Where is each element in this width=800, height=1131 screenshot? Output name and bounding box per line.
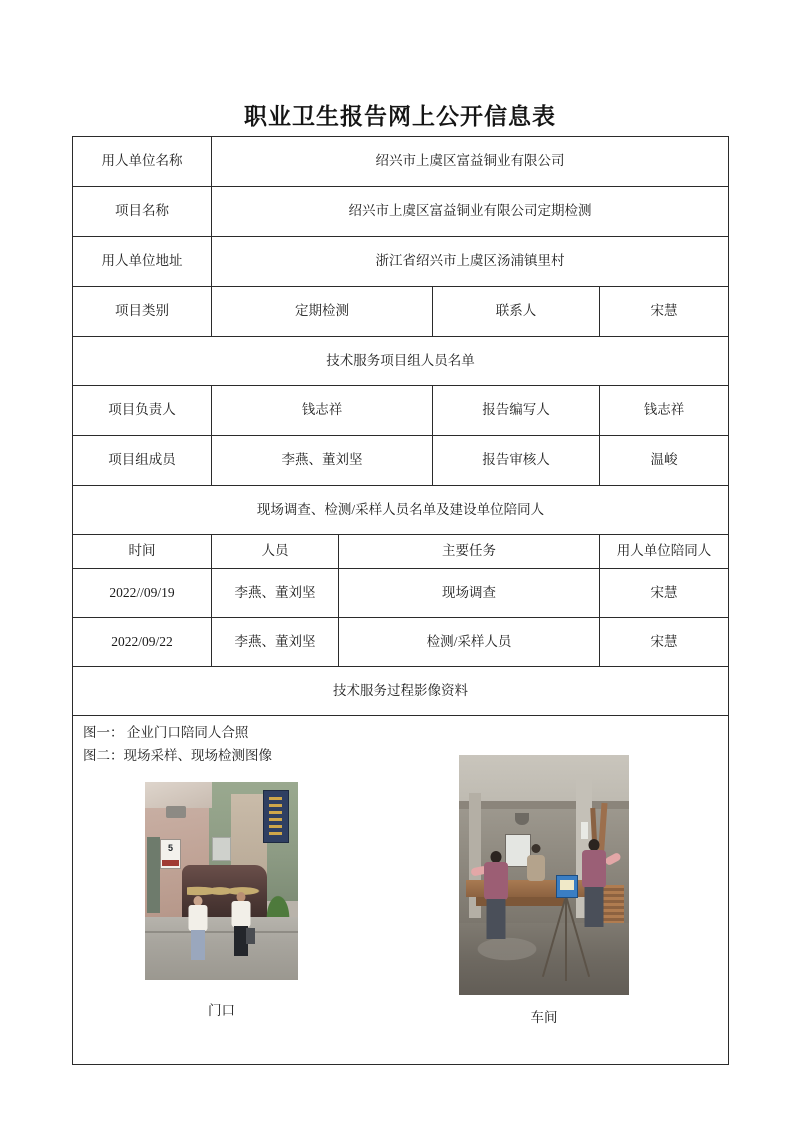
page-title: 职业卫生报告网上公开信息表 — [244, 104, 556, 129]
table-row-employer-name — [73, 137, 729, 187]
cell-time-0: 2022//09/19 — [73, 569, 212, 618]
value-team-members: 李燕、董刘坚 — [212, 436, 433, 486]
ground-pavement — [145, 917, 298, 980]
value-employer-address: 浙江省绍兴市上虞区汤浦镇里村 — [212, 237, 729, 287]
label-contact: 联系人 — [433, 287, 600, 337]
table-row-media — [73, 716, 729, 1065]
tripod-leg — [542, 896, 567, 978]
label-project-category: 项目类别 — [73, 287, 212, 337]
worker-legs — [487, 899, 506, 939]
person-torso — [232, 901, 251, 927]
value-project-leader: 钱志祥 — [212, 386, 433, 436]
photo-block-gate — [145, 782, 298, 1020]
label-project-leader: 项目负责人 — [73, 386, 212, 436]
table-row-survey-1 — [73, 618, 729, 667]
value-report-reviewer: 温峻 — [600, 436, 729, 486]
section-title-team: 技术服务项目组人员名单 — [73, 337, 729, 386]
cell-companion-1: 宋慧 — [600, 618, 729, 667]
value-project-name: 绍兴市上虞区富益铜业有限公司定期检测 — [212, 187, 729, 237]
media-container — [77, 716, 724, 1064]
table-row-project-category — [73, 287, 729, 337]
column-header-time: 时间 — [73, 535, 212, 569]
figure-note-1: 图一： 企业门口陪同人合照 — [83, 725, 249, 740]
label-employer-name: 用人单位名称 — [73, 137, 212, 187]
table-row-survey-0 — [73, 569, 729, 618]
worker-apron — [527, 855, 545, 881]
wall-notice — [581, 822, 589, 839]
table-row-project-name — [73, 187, 729, 237]
building-roof — [145, 782, 212, 808]
figure-note-2: 图二：现场采样、现场检测图像 — [83, 748, 272, 763]
column-header-task: 主要任务 — [339, 535, 600, 569]
worker-head — [532, 844, 541, 853]
security-camera-icon — [166, 806, 186, 818]
cell-companion-0: 宋慧 — [600, 569, 729, 618]
cell-task-0: 现场调查 — [339, 569, 600, 618]
house-number-plate — [160, 839, 180, 869]
label-report-reviewer: 报告审核人 — [433, 436, 600, 486]
section-title-survey: 现场调查、检测/采样人员名单及建设单位陪同人 — [73, 486, 729, 535]
column-header-personnel: 人员 — [212, 535, 339, 569]
table-row-team-members — [73, 436, 729, 486]
photo-caption-workshop: 车间 — [530, 1010, 558, 1025]
label-employer-address: 用人单位地址 — [73, 237, 212, 287]
doorway — [147, 837, 161, 912]
photo-gate — [145, 782, 298, 980]
handbag — [246, 928, 255, 944]
media-cell — [73, 716, 729, 1065]
worker-apron — [484, 862, 508, 900]
air-conditioner-unit — [212, 837, 231, 861]
table-row-media-section — [73, 667, 729, 716]
photo-workshop — [459, 755, 629, 995]
person-torso — [189, 905, 208, 931]
label-team-members: 项目组成员 — [73, 436, 212, 486]
cell-personnel-1: 李燕、董刘坚 — [212, 618, 339, 667]
table-row-project-leader — [73, 386, 729, 436]
table-row-survey-section — [73, 486, 729, 535]
cell-personnel-0: 李燕、董刘坚 — [212, 569, 339, 618]
value-report-writer: 钱志祥 — [600, 386, 729, 436]
table-row-team-section — [73, 337, 729, 386]
person-left — [186, 896, 210, 968]
cell-time-1: 2022/09/22 — [73, 618, 212, 667]
value-employer-name: 绍兴市上虞区富益铜业有限公司 — [212, 137, 729, 187]
label-project-name: 项目名称 — [73, 187, 212, 237]
table-row-employer-address — [73, 237, 729, 287]
person-legs — [191, 930, 205, 960]
tripod-leg — [565, 896, 590, 978]
label-report-writer: 报告编写人 — [433, 386, 600, 436]
house-number-text: 5 — [167, 842, 173, 853]
public-info-table — [72, 136, 729, 1065]
photo-block-workshop — [459, 755, 629, 1027]
blue-signboard — [263, 790, 289, 843]
value-contact: 宋慧 — [600, 287, 729, 337]
table-row-survey-headers — [73, 535, 729, 569]
column-header-companion: 用人单位陪同人 — [600, 535, 729, 569]
section-title-media: 技术服务过程影像资料 — [73, 667, 729, 716]
ceiling-lamp — [515, 813, 529, 825]
tripod-leg — [565, 896, 567, 980]
cell-task-1: 检测/采样人员 — [339, 618, 600, 667]
worker-left — [481, 851, 511, 943]
sampling-instrument-tripod — [544, 875, 588, 981]
value-project-category: 定期检测 — [212, 287, 433, 337]
measuring-device — [556, 875, 577, 898]
photo-caption-gate: 门口 — [208, 1003, 235, 1018]
